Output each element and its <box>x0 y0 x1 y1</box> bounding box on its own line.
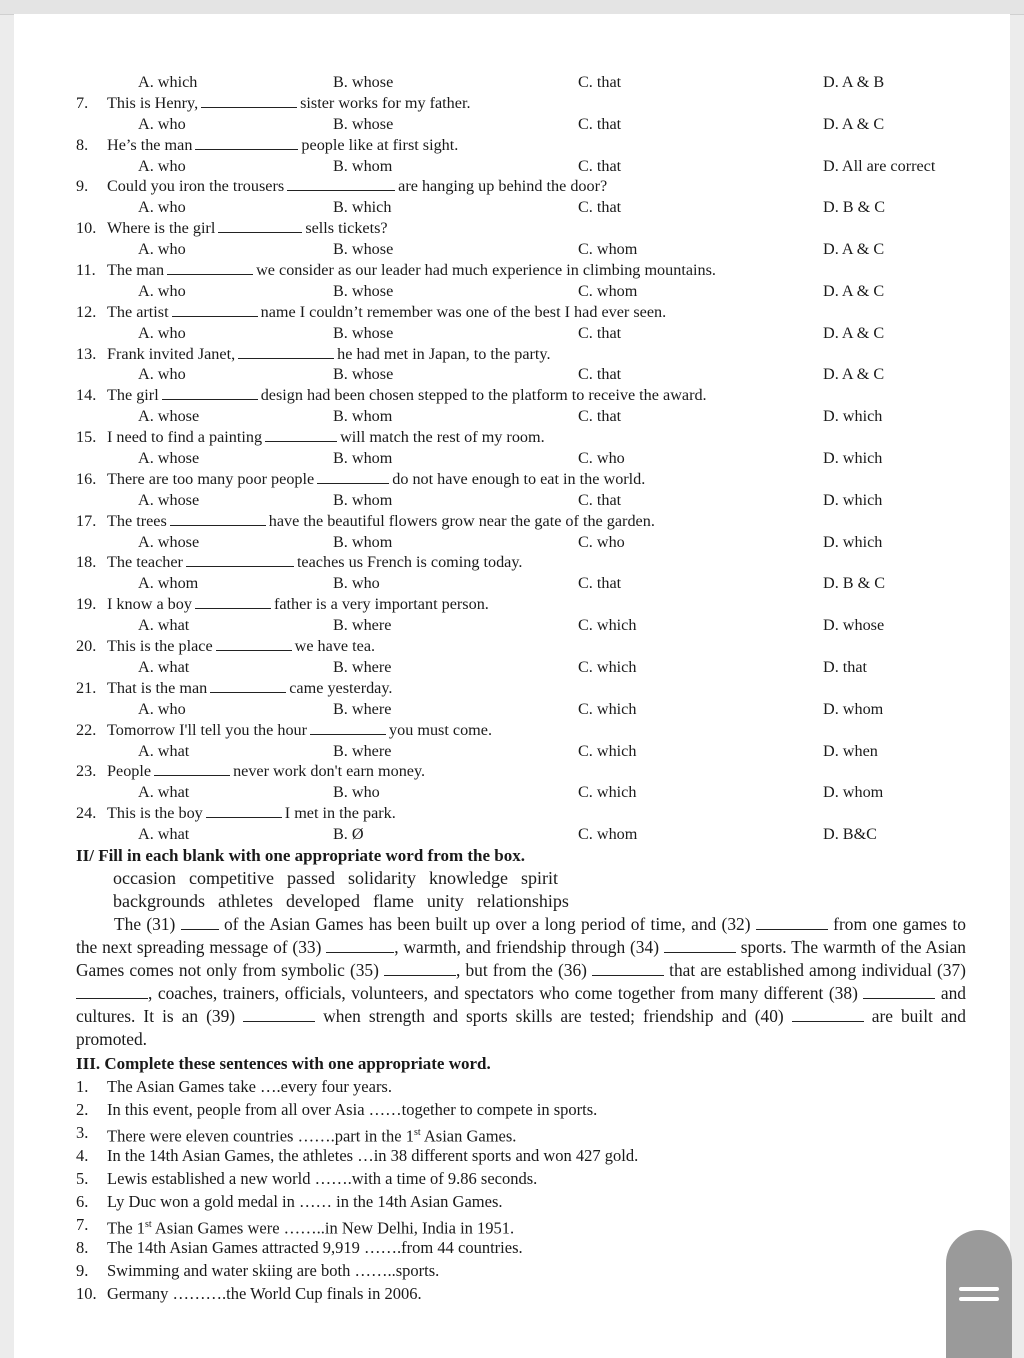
option-b: B. where <box>333 741 392 760</box>
option-b: B. where <box>333 699 392 718</box>
question-row <box>76 135 966 156</box>
option-c: C. which <box>578 699 637 718</box>
option-d: D. A & C <box>823 240 885 259</box>
question-stem: This is the boy <box>107 804 203 823</box>
question-text <box>107 302 666 323</box>
question-options <box>76 657 966 678</box>
option-a: A. whom <box>138 574 199 593</box>
option-a: A. who <box>138 240 186 259</box>
sentence-body: In the 14th Asian Games, the athletes …in 38 different sports and won 427 gold. <box>107 1145 639 1165</box>
question-continuation: we consider as our leader had much experience in climbing mountains. <box>256 261 716 280</box>
option-d: D. which <box>823 532 883 551</box>
question-number: 10. <box>76 219 97 238</box>
question-number: 22. <box>76 720 97 739</box>
question-options <box>76 448 966 469</box>
question-options <box>76 741 966 762</box>
sentence-body: Swimming and water skiing are both ……..sports. <box>107 1260 440 1280</box>
paragraph-text: that are established among individual (37) <box>664 959 966 980</box>
question-number: 17. <box>76 511 97 530</box>
option-c: C. that <box>578 574 622 593</box>
sentence-body: There were eleven countries …….part in the 1 <box>107 1126 414 1146</box>
section-2-title: II/ Fill in each blank with one appropriate word from the box. <box>76 845 525 865</box>
question-text <box>107 93 471 114</box>
question-number: 23. <box>76 762 97 781</box>
paragraph-text: , but from the (36) <box>456 959 593 980</box>
sentence-text <box>107 1282 422 1305</box>
answer-blank <box>238 344 334 359</box>
option-c: C. who <box>578 532 625 551</box>
question-options <box>76 406 966 427</box>
answer-blank <box>76 983 148 999</box>
option-c: C. which <box>578 657 637 676</box>
option-d: D. which <box>823 490 883 509</box>
option-a: A. who <box>138 365 186 384</box>
paragraph-text: from one games to the next spreading message of (33) <box>76 913 966 957</box>
question-text <box>107 803 396 824</box>
question-text <box>107 218 388 239</box>
sentence-text <box>107 1259 439 1282</box>
answer-blank <box>218 218 302 233</box>
question-options <box>76 573 966 594</box>
question-continuation: you must come. <box>389 720 493 739</box>
sentence-number: 2. <box>76 1099 89 1119</box>
option-a: A. who <box>138 699 186 718</box>
paragraph-text: , coaches, trainers, officials, volunteers, and spectators who come together from many different (38) <box>148 982 864 1003</box>
sentence-item <box>76 1282 966 1305</box>
option-c: C. which <box>578 783 637 802</box>
answer-blank <box>170 511 266 526</box>
option-a: A. who <box>138 323 186 342</box>
option-b: B. Ø <box>333 825 364 844</box>
answer-blank <box>863 983 935 999</box>
option-b: B. whom <box>333 449 393 468</box>
sentence-number: 9. <box>76 1260 89 1280</box>
question-text <box>107 594 489 615</box>
option-b: B. whose <box>333 114 394 133</box>
question-continuation: do not have enough to eat in the world. <box>392 469 646 488</box>
word-box-item: developed <box>285 890 360 911</box>
question-continuation: are hanging up behind the door? <box>398 177 608 196</box>
question-stem: This is Henry, <box>107 93 199 112</box>
option-c: C. that <box>578 490 622 509</box>
question-row <box>76 720 966 741</box>
sentence-body: Ly Duc won a gold medal in …… in the 14th Asian Games. <box>107 1191 503 1211</box>
answer-blank <box>172 302 258 317</box>
paragraph-text: are built and promoted. <box>76 1005 966 1049</box>
option-a: A. which <box>138 73 198 91</box>
sentence-text <box>107 1144 638 1167</box>
paragraph-text: sports. The warmth of the Asian Games comes not only from symbolic (35) <box>76 936 966 980</box>
question-number: 11. <box>76 261 96 280</box>
question-options <box>76 239 966 260</box>
question-text <box>107 176 607 197</box>
question-row <box>76 594 966 615</box>
sentence-tail: Asian Games were ……..in New Delhi, India in 1951. <box>151 1218 515 1238</box>
answer-blank <box>310 720 386 735</box>
question-stem: This is the place <box>107 637 213 656</box>
question-continuation: he had met in Japan, to the party. <box>337 344 551 363</box>
question-options <box>76 490 966 511</box>
answer-blank <box>287 176 395 191</box>
question-continuation: father is a very important person. <box>273 595 489 614</box>
question-continuation: teaches us French is coming today. <box>296 553 523 572</box>
question-options <box>76 615 966 636</box>
option-c: C. whom <box>578 240 638 259</box>
option-a: A. who <box>138 198 186 217</box>
option-b: B. whose <box>333 281 394 300</box>
question-text <box>107 344 551 365</box>
question-text <box>107 761 425 782</box>
sentence-item <box>76 1213 966 1236</box>
question-options <box>76 532 966 553</box>
option-b: B. whom <box>333 156 393 175</box>
question-number: 18. <box>76 553 97 572</box>
question-row <box>76 469 966 490</box>
question-text <box>107 385 707 406</box>
question-stem: I need to find a painting <box>107 428 263 447</box>
option-a: A. whose <box>138 449 200 468</box>
sentence-body: Lewis established a new world …….with a time of 9.86 seconds. <box>107 1168 538 1188</box>
option-b: B. where <box>333 616 392 635</box>
sentence-item <box>76 1144 966 1167</box>
paragraph-text: The (31) <box>114 913 181 934</box>
question-row <box>76 427 966 448</box>
sentence-item <box>76 1190 966 1213</box>
answer-blank <box>592 960 664 976</box>
question-stem: The girl <box>107 386 159 405</box>
option-d: D. when <box>823 741 878 760</box>
question-text <box>107 135 458 156</box>
question-options <box>76 281 966 302</box>
question-row <box>76 511 966 532</box>
fill-in-paragraph <box>76 913 966 1051</box>
question-number: 13. <box>76 344 97 363</box>
option-d: D. B & C <box>823 198 886 217</box>
word-box-row-1 <box>113 867 966 890</box>
question-options <box>76 699 966 720</box>
question-row <box>76 344 966 365</box>
question-stem: The man <box>107 261 165 280</box>
question-number: 15. <box>76 428 97 447</box>
question-text <box>107 427 545 448</box>
option-b: B. whom <box>333 490 393 509</box>
answer-blank <box>216 636 292 651</box>
question-options <box>76 197 966 218</box>
answer-blank <box>195 594 271 609</box>
answer-blank <box>326 937 394 953</box>
question-stem: Tomorrow I'll tell you the hour <box>107 720 308 739</box>
question-row <box>76 302 966 323</box>
option-c: C. that <box>578 73 622 91</box>
question-continuation: will match the rest of my room. <box>340 428 545 447</box>
question-continuation: never work don't earn money. <box>233 762 426 781</box>
section-3-list <box>76 1075 966 1305</box>
option-a: A. who <box>138 156 186 175</box>
question-text <box>107 469 645 490</box>
option-b: B. which <box>333 198 392 217</box>
question-row <box>76 803 966 824</box>
option-a: A. what <box>138 741 190 760</box>
option-a: A. what <box>138 825 190 844</box>
word-box-item: flame <box>372 890 414 911</box>
question-row <box>76 761 966 782</box>
answer-blank <box>162 385 258 400</box>
question-stem: The teacher <box>107 553 183 572</box>
word-box-item: occasion <box>113 867 176 888</box>
question-number: 14. <box>76 386 97 405</box>
answer-blank <box>195 135 298 150</box>
sentence-text <box>107 1098 597 1121</box>
sentence-number: 8. <box>76 1237 89 1257</box>
answer-blank <box>317 469 389 484</box>
option-c: C. that <box>578 114 622 133</box>
worksheet-content <box>76 72 966 1305</box>
sentence-item <box>76 1259 966 1282</box>
question-stem: There are too many poor people <box>107 469 315 488</box>
word-box <box>76 867 966 913</box>
question-stem: Could you iron the trousers <box>107 177 285 196</box>
option-a: A. what <box>138 783 190 802</box>
question-number: 24. <box>76 804 97 823</box>
answer-blank <box>167 260 253 275</box>
question-number: 9. <box>76 177 89 196</box>
answer-blank <box>154 761 230 776</box>
paragraph-text: of the Asian Games has been built up over a long period of time, and (32) <box>218 913 756 934</box>
word-box-item: unity <box>426 890 464 911</box>
question-options <box>76 364 966 385</box>
sentence-text <box>107 1075 392 1098</box>
question-continuation: design had been chosen stepped to the platform to receive the award. <box>260 386 707 405</box>
question-continuation: name I couldn’t remember was one of the best I had ever seen. <box>260 302 667 321</box>
question-stem: The artist <box>107 302 169 321</box>
question-continuation: have the beautiful flowers grow near the gate of the garden. <box>268 511 655 530</box>
option-d: D. whom <box>823 699 884 718</box>
question-stem: Frank invited Janet, <box>107 344 236 363</box>
answer-blank <box>792 1006 864 1022</box>
question-number: 12. <box>76 302 97 321</box>
word-box-item: competitive <box>188 867 274 888</box>
question-text <box>107 720 492 741</box>
question-row <box>76 385 966 406</box>
question-stem: That is the man <box>107 678 208 697</box>
question-options <box>76 782 966 803</box>
question-text <box>107 552 522 573</box>
option-c: C. that <box>578 156 622 175</box>
word-box-item: backgrounds <box>113 890 205 911</box>
sentence-body: The Asian Games take ….every four years. <box>107 1076 392 1096</box>
question-text <box>107 511 655 532</box>
question-stem: I know a boy <box>107 595 192 614</box>
sentence-text <box>107 1167 537 1190</box>
sentence-item <box>76 1236 966 1259</box>
sentence-number: 7. <box>76 1214 89 1234</box>
option-a: A. what <box>138 657 190 676</box>
sentence-item <box>76 1075 966 1098</box>
option-c: C. whom <box>578 825 638 844</box>
option-c: C. which <box>578 616 637 635</box>
word-box-item: relationships <box>476 890 569 911</box>
option-b: B. whose <box>333 323 394 342</box>
sentence-number: 10. <box>76 1283 97 1303</box>
sentence-number: 3. <box>76 1122 89 1142</box>
answer-blank <box>664 937 736 953</box>
option-c: C. which <box>578 741 637 760</box>
question-continuation: came yesterday. <box>289 678 393 697</box>
option-d: D. whose <box>823 616 885 635</box>
answer-blank <box>384 960 456 976</box>
ordinal-suffix: st <box>413 1126 421 1138</box>
question-text <box>107 636 375 657</box>
option-d: D. B & C <box>823 574 886 593</box>
sentence-body: In this event, people from all over Asia ……together to compete in sports. <box>107 1099 598 1119</box>
question-text <box>107 678 392 699</box>
option-c: C. that <box>578 198 622 217</box>
question-number: 7. <box>76 93 89 112</box>
question-number: 16. <box>76 469 97 488</box>
option-d: D. All are correct <box>823 156 936 175</box>
option-a: A. who <box>138 114 186 133</box>
menu-handle-button[interactable] <box>946 1230 1012 1358</box>
question-row <box>76 93 966 114</box>
option-d: D. A & C <box>823 365 885 384</box>
word-box-item: athletes <box>217 890 273 911</box>
option-d: D. A & C <box>823 281 885 300</box>
section-3-title: III. Complete these sentences with one appropriate word. <box>76 1053 491 1073</box>
option-c: C. that <box>578 407 622 426</box>
sentence-item <box>76 1098 966 1121</box>
sentence-text <box>107 1190 502 1213</box>
word-box-item: knowledge <box>428 867 508 888</box>
question-stem: Where is the girl <box>107 219 216 238</box>
question-continuation: sister works for my father. <box>300 93 471 112</box>
option-d: D. which <box>823 407 883 426</box>
answer-blank <box>181 914 219 930</box>
sentence-number: 5. <box>76 1168 89 1188</box>
answer-blank <box>186 552 294 567</box>
question-number: 20. <box>76 637 97 656</box>
sentence-number: 1. <box>76 1076 89 1096</box>
option-c: C. whom <box>578 281 638 300</box>
option-a: A. whose <box>138 532 200 551</box>
question-stem: People <box>107 762 152 781</box>
question-options <box>76 156 966 177</box>
question-6-options <box>76 72 966 93</box>
menu-line-icon <box>959 1297 999 1301</box>
option-d: D. A & B <box>823 73 885 91</box>
answer-blank <box>201 93 297 108</box>
option-c: C. that <box>578 365 622 384</box>
word-box-item: solidarity <box>347 867 416 888</box>
question-options <box>76 114 966 135</box>
question-stem: He’s the man <box>107 135 193 154</box>
answer-blank <box>756 914 828 930</box>
question-number: 19. <box>76 595 97 614</box>
question-row <box>76 636 966 657</box>
viewer-top-bar <box>0 0 1024 15</box>
option-b: B. who <box>333 574 380 593</box>
option-b: B. whose <box>333 73 394 91</box>
option-b: B. whom <box>333 532 393 551</box>
menu-line-icon <box>959 1287 999 1291</box>
answer-blank <box>206 803 282 818</box>
option-d: D. A & C <box>823 114 885 133</box>
question-number: 21. <box>76 678 97 697</box>
option-d: D. that <box>823 657 868 676</box>
option-a: A. what <box>138 616 190 635</box>
question-row <box>76 176 966 197</box>
option-c: C. who <box>578 449 625 468</box>
paragraph-text: , warmth, and friendship through (34) <box>394 936 664 957</box>
word-box-row-2 <box>113 890 966 913</box>
question-list <box>76 93 966 845</box>
paragraph-text: and cultures. It is an (39) <box>76 982 966 1026</box>
question-row <box>76 678 966 699</box>
sentence-text <box>107 1236 523 1259</box>
option-a: A. whose <box>138 407 200 426</box>
sentence-item <box>76 1121 966 1144</box>
ordinal-suffix: st <box>145 1218 152 1230</box>
option-b: B. where <box>333 657 392 676</box>
option-b: B. whom <box>333 407 393 426</box>
question-row <box>76 260 966 281</box>
option-d: D. B&C <box>823 825 877 844</box>
word-box-item: spirit <box>520 867 558 888</box>
option-d: D. whom <box>823 783 884 802</box>
question-row <box>76 552 966 573</box>
question-continuation: we have tea. <box>294 637 376 656</box>
option-b: B. who <box>333 783 380 802</box>
question-options <box>76 323 966 344</box>
sentence-item <box>76 1167 966 1190</box>
question-continuation: sells tickets? <box>305 219 388 238</box>
question-options <box>76 824 966 845</box>
question-number: 8. <box>76 135 89 154</box>
sentence-tail: Asian Games. <box>420 1126 517 1146</box>
answer-blank <box>265 427 337 442</box>
word-box-item: passed <box>286 867 335 888</box>
sentence-body: The 1 <box>107 1218 146 1238</box>
question-continuation: I met in the park. <box>284 804 396 823</box>
option-a: A. whose <box>138 490 200 509</box>
option-c: C. that <box>578 323 622 342</box>
question-row <box>76 218 966 239</box>
question-stem: The trees <box>107 511 167 530</box>
sentence-body: Germany ……….the World Cup finals in 2006. <box>107 1283 422 1303</box>
answer-blank <box>243 1006 315 1022</box>
option-d: D. A & C <box>823 323 885 342</box>
option-b: B. whose <box>333 240 394 259</box>
option-d: D. which <box>823 449 883 468</box>
sentence-body: The 14th Asian Games attracted 9,919 …….from 44 countries. <box>107 1237 523 1257</box>
question-continuation: people like at first sight. <box>301 135 459 154</box>
option-a: A. who <box>138 281 186 300</box>
sentence-number: 6. <box>76 1191 89 1211</box>
question-text <box>107 260 716 281</box>
document-page <box>14 14 1010 1358</box>
answer-blank <box>210 678 286 693</box>
paragraph-text: when strength and sports skills are tested; friendship and (40) <box>315 1005 792 1026</box>
option-b: B. whose <box>333 365 394 384</box>
sentence-number: 4. <box>76 1145 89 1165</box>
